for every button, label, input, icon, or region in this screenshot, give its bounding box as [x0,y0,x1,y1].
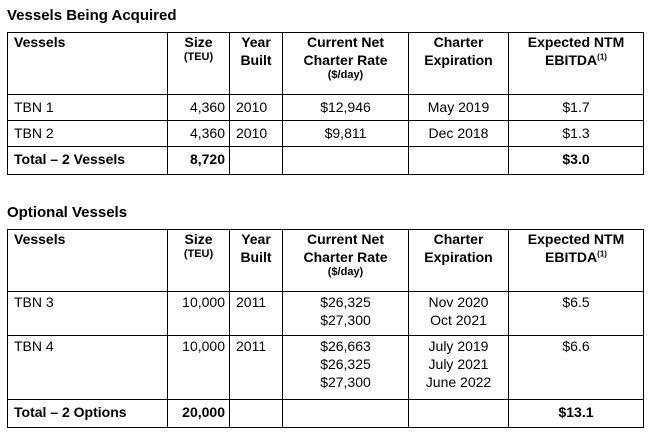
cell-year: 2011 [230,292,283,336]
cell-rate [283,292,409,336]
cell-size: 4,360 [168,95,230,121]
total-year-empty [230,400,283,428]
table-header-row [8,230,644,292]
header-expiration [409,33,509,95]
header-size [168,33,230,95]
footnote-marker: (1) [597,249,607,259]
rate-value: $27,300 [320,374,371,390]
cell-vessel: TBN 4 [8,336,168,400]
table-row [8,121,644,147]
header-rate-line2: Charter Rate [303,249,388,265]
header-size-unit: (TEU) [183,248,214,260]
total-label: Total – 2 Options [8,400,168,428]
table-row [8,95,644,121]
header-vessels: Vessels [8,230,168,292]
header-size [168,230,230,292]
header-expiration [409,230,509,292]
table-header-row [8,33,644,95]
header-exp-line2: Expiration [424,52,493,68]
cell-expiration: Dec 2018 [409,121,509,147]
total-size: 20,000 [168,400,230,428]
cell-year: 2010 [230,95,283,121]
optional-vessels-table [7,229,644,428]
cell-expiration: May 2019 [409,95,509,121]
cell-size: 10,000 [168,292,230,336]
table-row [8,292,644,336]
header-year-line2: Built [240,52,272,68]
header-rate-line1: Current Net [306,34,384,50]
cell-vessel: TBN 1 [8,95,168,121]
expiration-value: Nov 2020 [428,294,489,310]
cell-rate [283,336,409,400]
header-size-label: Size [184,231,213,247]
total-label: Total – 2 Vessels [8,147,168,175]
cell-year: 2010 [230,121,283,147]
expiration-value: July 2021 [428,356,489,372]
header-rate-line2: Charter Rate [303,52,388,68]
cell-expiration [409,336,509,400]
cell-vessel: TBN 2 [8,121,168,147]
total-row [8,147,644,175]
total-rate-empty [283,400,409,428]
cell-ebitda: $6.5 [509,292,644,336]
rate-value: $27,300 [320,312,371,328]
header-rate-line1: Current Net [306,231,384,247]
header-rate-unit: ($/day) [327,266,364,278]
header-exp-line1: Charter [433,34,484,50]
header-year-line1: Year [241,231,271,247]
header-rate [283,33,409,95]
total-row [8,400,644,428]
header-ebitda [509,33,644,95]
header-ebitda-line1: Expected NTM [527,231,625,247]
header-ebitda [509,230,644,292]
cell-vessel: TBN 3 [8,292,168,336]
header-size-unit: (TEU) [183,51,214,63]
header-ebitda-line2: EBITDA [545,52,598,68]
rate-value: $26,663 [320,338,371,354]
total-year-empty [230,147,283,175]
table-row [8,336,644,400]
header-ebitda-line2: EBITDA [545,249,598,265]
cell-rate: $9,811 [283,121,409,147]
total-rate-empty [283,147,409,175]
section-title-acquired: Vessels Being Acquired [7,7,177,24]
rate-value: $26,325 [320,294,371,310]
header-year-line2: Built [240,249,272,265]
expiration-value: June 2022 [425,374,492,390]
header-year [230,230,283,292]
header-year-line1: Year [241,34,271,50]
header-exp-line2: Expiration [424,249,493,265]
cell-ebitda: $1.3 [509,121,644,147]
header-size-label: Size [184,34,213,50]
total-exp-empty [409,400,509,428]
cell-rate: $12,946 [283,95,409,121]
total-size: 8,720 [168,147,230,175]
cell-size: 4,360 [168,121,230,147]
total-exp-empty [409,147,509,175]
footnote-marker: (1) [597,52,607,62]
expiration-value: Oct 2021 [430,312,487,328]
cell-expiration [409,292,509,336]
rate-value: $26,325 [320,356,371,372]
cell-ebitda: $6.6 [509,336,644,400]
cell-ebitda: $1.7 [509,95,644,121]
header-ebitda-line1: Expected NTM [527,34,625,50]
expiration-value: July 2019 [428,338,489,354]
header-year [230,33,283,95]
header-vessels: Vessels [8,33,168,95]
header-exp-line1: Charter [433,231,484,247]
header-rate [283,230,409,292]
total-ebitda: $13.1 [509,400,644,428]
header-rate-unit: ($/day) [327,69,364,81]
cell-year: 2011 [230,336,283,400]
total-ebitda: $3.0 [509,147,644,175]
section-title-optional: Optional Vessels [7,204,128,221]
acquired-vessels-table [7,32,644,175]
cell-size: 10,000 [168,336,230,400]
